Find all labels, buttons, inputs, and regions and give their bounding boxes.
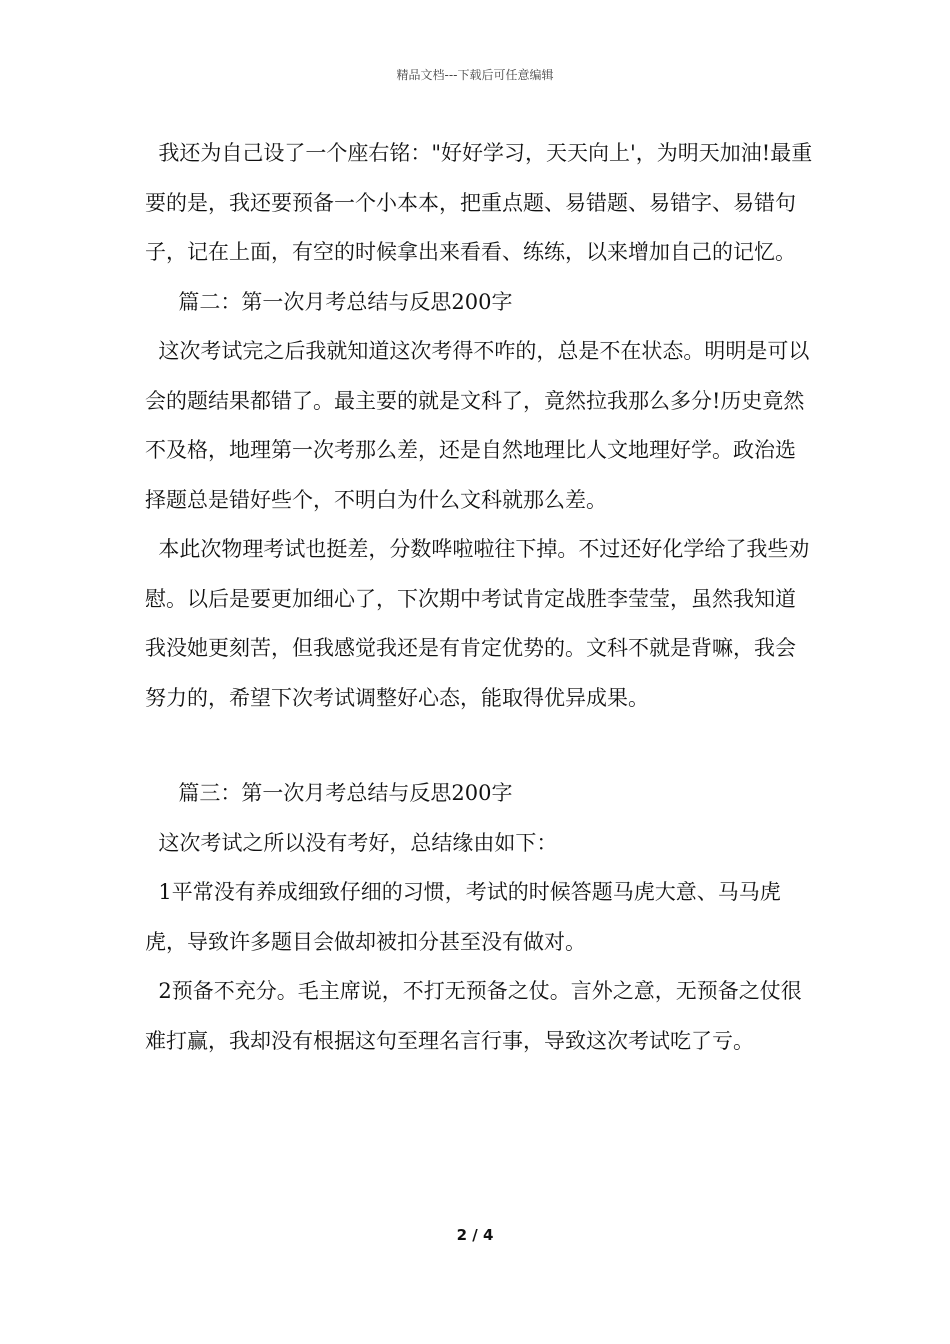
paragraph-reason-one: 1平常没有养成细致仔细的习惯，考试的时候答题马虎大意、马马虎虎，导致许多题目会做却被扣分甚至没有做对。 — [145, 880, 781, 954]
section-heading-part-two: 篇二：第一次月考总结与反思200字 — [145, 289, 513, 314]
paragraph-reason-two: 2预备不充分。毛主席说，不打无预备之仗。言外之意，无预备之仗很难打赢，我却没有根据这句至理名言行事，导致这次考试吃了亏。 — [145, 979, 802, 1053]
paragraph-reasons-intro: 这次考试之所以没有考好，总结缘由如下： — [145, 830, 558, 855]
paragraph-physics-chemistry: 本此次物理考试也挺差，分数哗啦啦往下掉。不过还好化学给了我些劝慰。以后是要更加细心了，下次期中考试肯定战胜李莹莹，虽然我知道我没她更刻苦，但我感觉我还是有肯定优势的。文科不就是背嘛，我会努力的，希望下次考试调整好心态，能取得优异成果。 — [145, 537, 810, 710]
section-heading-part-three: 篇三：第一次月考总结与反思200字 — [145, 781, 513, 805]
paragraph-motto: 我还为自己设了一个座右铭："好好学习，天天向上'，为明天加油!最重要的是，我还要预备一个小本本，把重点题、易错题、易错字、易错句子，记在上面，有空的时候拿出来看看、练练，以来增加自己的记忆。 — [145, 141, 813, 264]
page-number: 2 / 4 — [456, 1226, 494, 1244]
document-body — [145, 129, 815, 1066]
page-header: 精品文档---下载后可任意编辑 — [396, 68, 554, 82]
paragraph-exam-reflection: 这次考试完之后我就知道这次考得不咋的，总是不在状态。明明是可以会的题结果都错了。最主要的就是文科了，竟然拉我那么多分!历史竟然不及格，地理第一次考那么差，还是自然地理比人文地理好学。政治选择题总是错好些个，不明白为什么文科就那么差。 — [145, 339, 810, 512]
section-spacer — [145, 723, 815, 769]
